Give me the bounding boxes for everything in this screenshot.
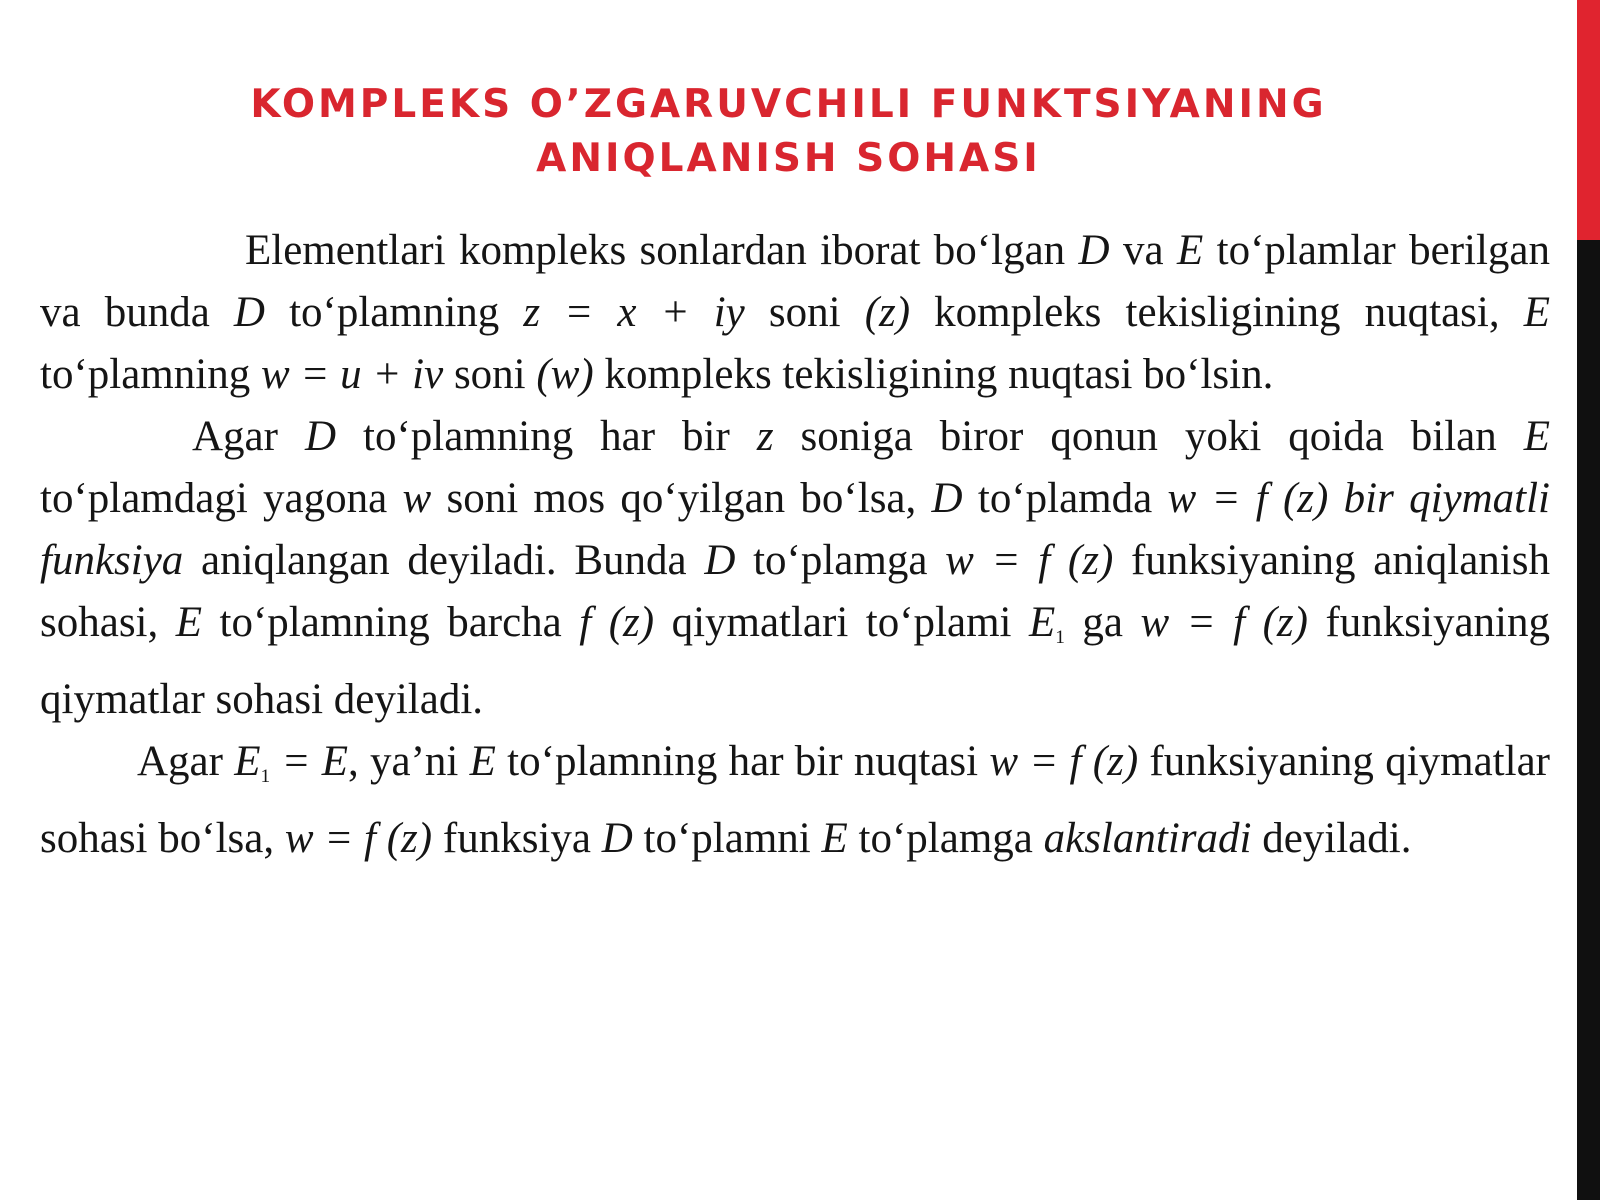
text: funksiyaning qiymatlar sohasi bo‘lsa, [40,737,1550,862]
math-D: D [304,413,337,460]
text: funksiya [432,814,602,862]
text: to‘plamning barcha [202,599,580,646]
math-w-f-z: w = f (z) [284,814,433,862]
math-w-f-z: w = f (z) [945,537,1114,584]
math-E: E [1523,289,1550,336]
text: to‘plamning [40,351,261,398]
text: soni [744,289,865,336]
math-w-f-z: w = f (z) [989,737,1139,785]
text: to‘plamning har bir nuqtasi [495,737,990,785]
text: to‘plamlar berilgan va bunda [40,227,1551,336]
paragraph-2 [40,406,1550,731]
math-E1-equals-E [234,738,348,785]
text: to‘plamning har bir [336,413,757,460]
text: to‘plamning [264,289,524,336]
text: va [1109,227,1177,274]
term-bir-qiymatli-funksiya: bir qiymatli funksiya [40,475,1551,584]
text: aniqlangan deyiladi. Bunda [183,537,705,584]
math-w-f-z: w = f (z) [1140,599,1308,646]
math-z-equation: z = x + iy [523,289,745,336]
text: Agar [137,737,235,785]
paragraph-3 [40,731,1550,870]
math-D: D [1078,227,1110,274]
math-E: E [469,737,496,785]
math-equals-E: = E [270,737,348,785]
math-D: D [601,814,633,862]
math-E: E [1523,413,1551,460]
term-akslantiradi: akslantiradi [1043,814,1252,862]
math-E1-base: E [1028,599,1056,646]
text: to‘plamdagi yagona [40,475,403,522]
title-line-1: KOMPLEKS O’ZGARUVCHILI FUNKTSIYANING [250,82,1327,128]
text: kompleks tekisligining nuqtasi, [910,289,1524,336]
text: to‘plamda [962,475,1168,522]
math-D: D [931,475,963,522]
text: Elementlari kompleks sonlardan iborat bo‘lgan [245,227,1079,274]
math-w-equation: w = u + iv [260,351,444,398]
math-f-z: f (z) [579,599,655,646]
math-E: E [821,814,848,862]
text: , ya’ni [348,737,470,785]
math-z-paren: (z) [864,289,911,336]
paragraph-1 [40,220,1550,406]
math-E: E [175,599,203,646]
math-w: w [402,475,432,522]
math-E: E [1176,227,1204,274]
sidebar-accent-bar [1577,0,1600,240]
math-z: z [756,413,774,460]
text: funksiyaning aniqlanish sohasi, [40,537,1550,646]
math-E1-subscript: 1 [1055,626,1065,648]
text: soni mos qo‘yilgan bo‘lsa, [431,475,932,522]
text: soniga biror qonun yoki qoida bilan [773,413,1524,460]
text: to‘plamga [847,814,1044,862]
text: funksiyaning qiymatlar sohasi deyiladi. [40,599,1550,723]
text: qiymatlari to‘plami [654,599,1029,646]
math-E1-subscript: 1 [260,765,271,787]
math-E1 [1029,599,1065,646]
slide-body [40,220,1550,870]
text [1328,475,1343,522]
text: soni [443,351,537,398]
math-D: D [704,537,736,584]
text: to‘plamni [632,814,822,862]
math-E1-base: E [234,737,261,785]
text: kompleks tekisligining nuqtasi bo‘lsin. [593,351,1274,398]
text: deyiladi. [1251,814,1412,862]
text: Agar [192,413,305,460]
sidebar-dark-bar [1577,240,1600,1200]
title-line-2: ANIQLANISH SOHASI [536,136,1041,182]
slide-title [0,78,1577,186]
math-w-paren: (w) [536,351,594,398]
text: ga [1064,599,1141,646]
math-D: D [233,289,265,336]
math-w-f-z: w = f (z) [1167,475,1329,522]
text: to‘plamga [735,537,946,584]
